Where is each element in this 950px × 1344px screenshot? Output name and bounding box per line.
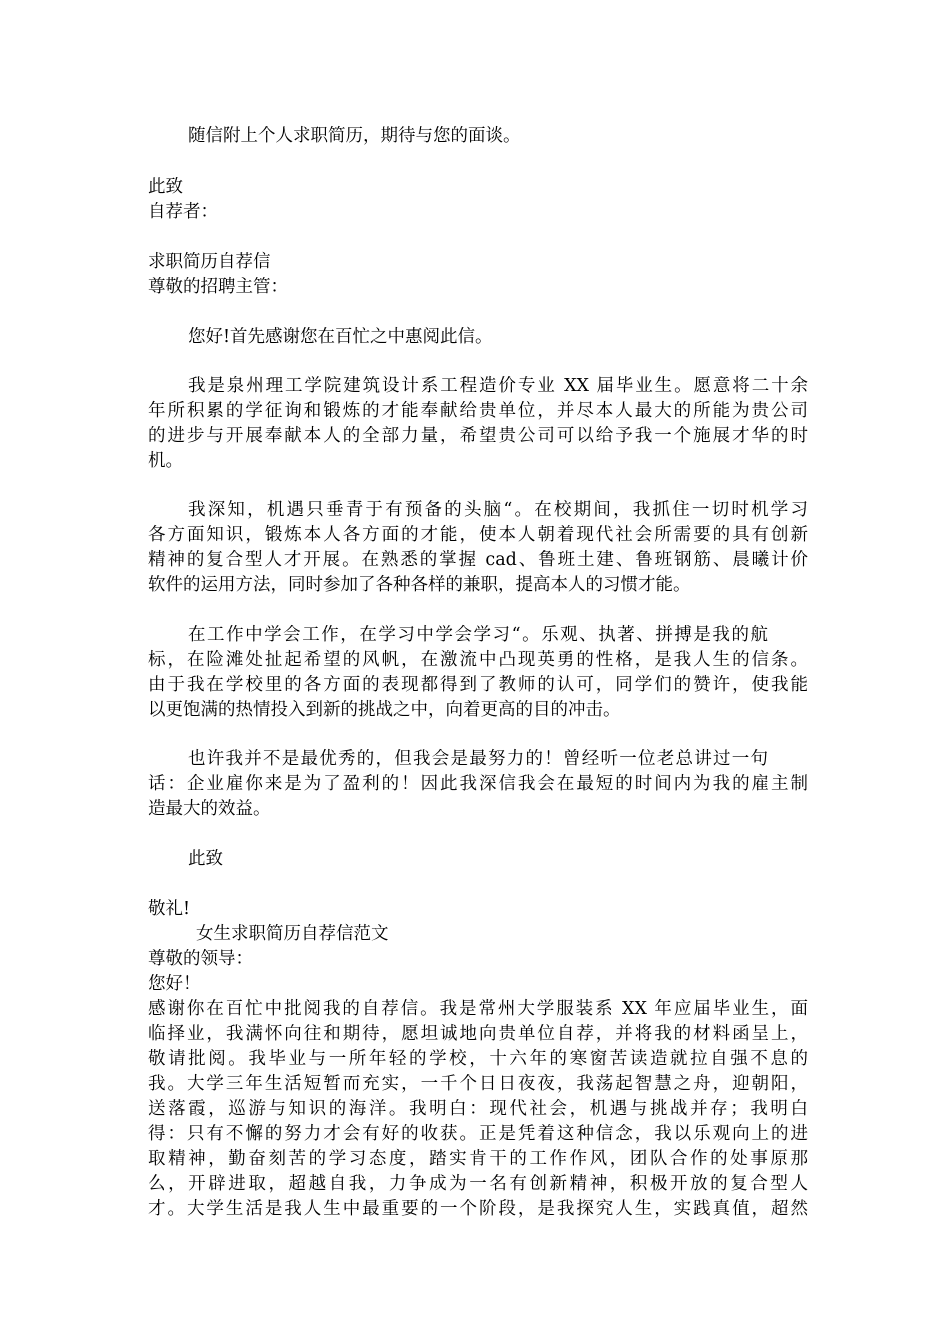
paragraph-line: 临择业，我满怀向往和期待，愿坦诚地向贵单位自荐，并将我的材料函呈上， <box>148 1024 808 1044</box>
paragraph-line: 我是泉州理工学院建筑设计系工程造价专业 XX 届毕业生。愿意将二十余 <box>188 376 808 396</box>
paragraph-line: 我深知，机遇只垂青于有预备的头脑“。在校期间，我抓住一切时机学习 <box>188 500 808 520</box>
paragraph-line: 敬请批阅。我毕业与一所年轻的学校，十六年的寒窗苦读造就拉自强不息的 <box>148 1049 808 1069</box>
paragraph-line: 话：企业雇你来是为了盈利的！因此我深信我会在最短的时间内为我的雇主制 <box>148 774 808 794</box>
letter-title-2: 女生求职简历自荐信范文 <box>196 924 389 944</box>
paragraph-line: 由于我在学校里的各方面的表现都得到了教师的认可，同学们的赞许，使我能 <box>148 675 808 695</box>
paragraph-line: 的进步与开展奉献本人的全部力量，希望贵公司可以给予我一个施展才华的时 <box>148 426 808 446</box>
salutation-1: 尊敬的招聘主管： <box>148 277 288 297</box>
closing-1: 此致 <box>148 177 183 197</box>
paragraph-line: 机。 <box>148 451 183 471</box>
paragraph-line: 软件的运用方法，同时参加了各种各样的兼职，提高本人的习惯才能。 <box>148 575 691 595</box>
paragraph-line: 造最大的效益。 <box>148 799 271 819</box>
paragraph-line: 在工作中学会工作，在学习中学会学习“。乐观、执著、拼搏是我的航 <box>188 625 768 645</box>
closing-2: 此致 <box>188 849 223 869</box>
paragraph-line: 感谢你在百忙中批阅我的自荐信。我是常州大学服装系 XX 年应届毕业生，面 <box>148 999 808 1019</box>
salutation-2: 尊敬的领导： <box>148 949 253 969</box>
paragraph-line: 标，在险滩处扯起希望的风帆，在激流中凸现英勇的性格，是我人生的信条。 <box>148 650 808 670</box>
paragraph-line: 么，开辟进取，超越自我，力争成为一名有创新精神，积极开放的复合型人 <box>148 1174 808 1194</box>
signer-line: 自荐者： <box>148 202 218 222</box>
paragraph-line: 也许我并不是最优秀的，但我会是最努力的！曾经听一位老总讲过一句 <box>188 749 768 769</box>
greeting-2: 您好！ <box>148 974 201 994</box>
letter-title-1: 求职简历自荐信 <box>148 252 271 272</box>
paragraph-line: 以更饱满的热情投入到新的挑战之中，向着更高的目的冲击。 <box>148 700 621 720</box>
regards-line: 敬礼! <box>148 899 191 919</box>
paragraph-line: 送落霞，巡游与知识的海洋。我明白：现代社会，机遇与挑战并存；我明白 <box>148 1099 808 1119</box>
paragraph-line: 才。大学生活是我人生中最重要的一个阶段，是我探究人生，实践真值，超然 <box>148 1199 808 1219</box>
paragraph-line: 年所积累的学征询和锻炼的才能奉献给贵单位，并尽本人最大的所能为贵公司 <box>148 401 808 421</box>
paragraph-line: 取精神，勤奋刻苦的学习态度，踏实肯干的工作作风，团队合作的处事原那 <box>148 1149 808 1169</box>
paragraph-line: 各方面知识，锻炼本人各方面的才能，使本人朝着现代社会所需要的具有创新 <box>148 525 808 545</box>
paragraph-line: 得：只有不懈的努力才会有好的收获。正是凭着这种信念，我以乐观向上的进 <box>148 1124 808 1144</box>
paragraph-line: 精神的复合型人才开展。在熟悉的掌握 cad、鲁班土建、鲁班钢筋、晨曦计价 <box>148 550 808 570</box>
greeting-1: 您好!首先感谢您在百忙之中惠阅此信。 <box>188 327 493 347</box>
paragraph-line: 我。大学三年生活短暂而充实，一千个日日夜夜，我荡起智慧之舟，迎朝阳， <box>148 1074 808 1094</box>
attach-line: 随信附上个人求职简历，期待与您的面谈。 <box>188 126 521 146</box>
